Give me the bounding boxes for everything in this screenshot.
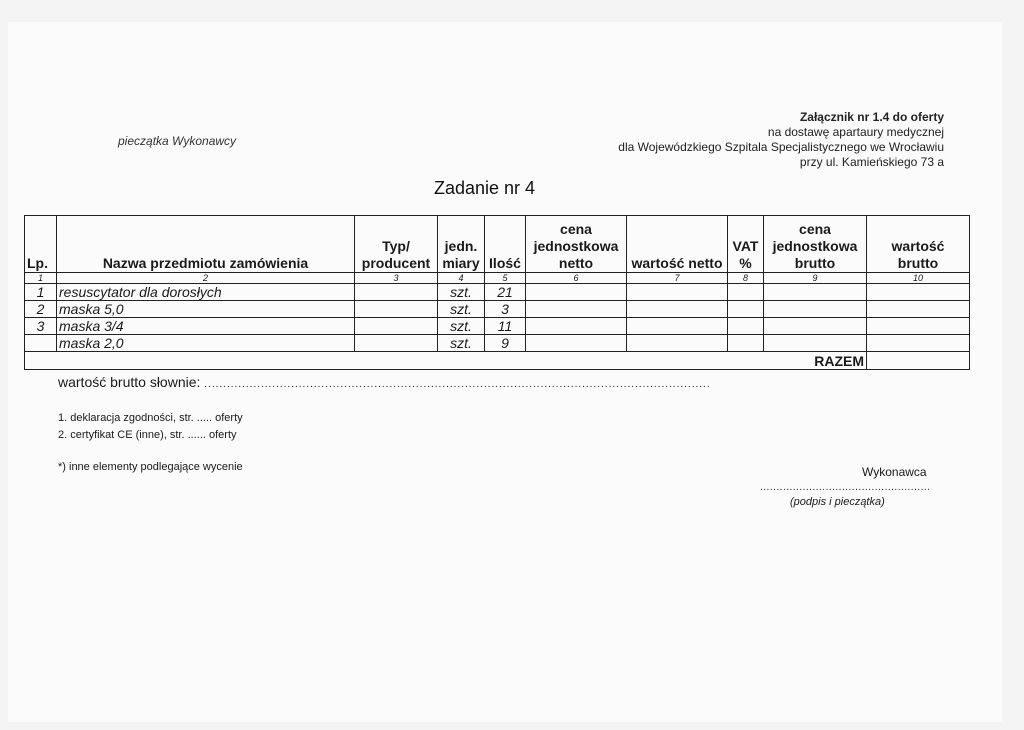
cell-lp: 2: [25, 301, 57, 318]
contractor-stamp-label: pieczątka Wykonawcy: [118, 134, 237, 148]
column-number: 9: [764, 273, 867, 284]
footnote: *) inne elementy podlegające wycenie: [58, 461, 243, 473]
header-gross-value: wartość brutto: [867, 216, 970, 273]
cell-net-unit-price[interactable]: [526, 318, 627, 335]
annex-title: Załącznik nr 1.4 do oferty: [799, 110, 944, 124]
annex-line-3: przy ul. Kamieńskiego 73 a: [799, 155, 944, 169]
column-number: 7: [627, 273, 728, 284]
cell-qty: 11: [485, 318, 526, 335]
cell-type[interactable]: [355, 301, 438, 318]
list-item: 1. deklaracja zgodności, str. ..... oferty: [58, 412, 243, 424]
table-row: [25, 318, 970, 335]
cell-lp: [25, 335, 57, 352]
cell-lp: 3: [25, 318, 57, 335]
total-gross-value[interactable]: [867, 352, 970, 370]
annex-line-2: dla Wojewódzkiego Szpitala Specjalistycznego we Wrocławiu: [618, 140, 944, 154]
header-vat: VAT %: [728, 216, 764, 273]
cell-unit: szt.: [438, 301, 485, 318]
cell-gross-unit-price[interactable]: [764, 335, 867, 352]
table-header-row: [25, 216, 970, 273]
cell-net-value[interactable]: [627, 318, 728, 335]
total-label: RAZEM: [25, 352, 867, 370]
cell-net-value[interactable]: [627, 335, 728, 352]
total-row: [25, 352, 970, 370]
table-row: [25, 301, 970, 318]
cell-net-unit-price[interactable]: [526, 335, 627, 352]
cell-qty: 9: [485, 335, 526, 352]
cell-gross-unit-price[interactable]: [764, 318, 867, 335]
annex-header: [618, 110, 944, 170]
cell-vat[interactable]: [728, 284, 764, 301]
cell-name: maska 2,0: [57, 335, 355, 352]
cell-vat[interactable]: [728, 318, 764, 335]
cell-gross-value[interactable]: [867, 318, 970, 335]
cell-net-unit-price[interactable]: [526, 284, 627, 301]
cell-name: resuscytator dla dorosłych: [57, 284, 355, 301]
header-name: Nazwa przedmiotu zamówienia: [57, 216, 355, 273]
cell-name: maska 5,0: [57, 301, 355, 318]
cell-gross-unit-price[interactable]: [764, 284, 867, 301]
cell-type[interactable]: [355, 318, 438, 335]
gross-in-words-label: wartość brutto słownie:: [58, 374, 201, 390]
attachments-list: [58, 410, 243, 444]
column-number: 5: [485, 273, 526, 284]
header-unit: jedn. miary: [438, 216, 485, 273]
column-number: 3: [355, 273, 438, 284]
table-row: [25, 335, 970, 352]
column-number-row: [25, 273, 970, 284]
cell-qty: 3: [485, 301, 526, 318]
cell-unit: szt.: [438, 318, 485, 335]
column-number: 4: [438, 273, 485, 284]
header-lp: Lp.: [25, 216, 57, 273]
column-number: 1: [25, 273, 57, 284]
cell-net-unit-price[interactable]: [526, 301, 627, 318]
cell-gross-value[interactable]: [867, 335, 970, 352]
header-net-value: wartość netto: [627, 216, 728, 273]
header-type: Typ/ producent: [355, 216, 438, 273]
column-number: 2: [57, 273, 355, 284]
cell-type[interactable]: [355, 335, 438, 352]
annex-line-1: na dostawę apartaury medycznej: [767, 125, 944, 139]
header-qty: Ilość: [485, 216, 526, 273]
table-row: [25, 284, 970, 301]
list-item: 2. certyfikat CE (inne), str. ...... oferty: [58, 429, 237, 441]
cell-vat[interactable]: [728, 335, 764, 352]
cell-gross-value[interactable]: [867, 284, 970, 301]
cell-gross-unit-price[interactable]: [764, 301, 867, 318]
cell-unit: szt.: [438, 284, 485, 301]
cell-name: maska 3/4: [57, 318, 355, 335]
cell-net-value[interactable]: [627, 301, 728, 318]
signature-line[interactable]: ....................................................: [760, 482, 931, 493]
cell-qty: 21: [485, 284, 526, 301]
cell-lp: 1: [25, 284, 57, 301]
header-net-unit-price: cena jednostkowa netto: [526, 216, 627, 273]
cell-gross-value[interactable]: [867, 301, 970, 318]
cell-net-value[interactable]: [627, 284, 728, 301]
column-number: 10: [867, 273, 970, 284]
signature-caption: (podpis i pieczątka): [790, 496, 885, 508]
cell-unit: szt.: [438, 335, 485, 352]
gross-in-words: [58, 374, 711, 390]
cell-vat[interactable]: [728, 301, 764, 318]
price-table: [24, 215, 970, 370]
gross-in-words-field[interactable]: ......................................................................................................................................: [204, 379, 711, 390]
task-title: Zadanie nr 4: [434, 178, 536, 198]
contractor-label: Wykonawca: [862, 465, 927, 479]
cell-type[interactable]: [355, 284, 438, 301]
column-number: 6: [526, 273, 627, 284]
header-gross-unit-price: cena jednostkowa brutto: [764, 216, 867, 273]
column-number: 8: [728, 273, 764, 284]
